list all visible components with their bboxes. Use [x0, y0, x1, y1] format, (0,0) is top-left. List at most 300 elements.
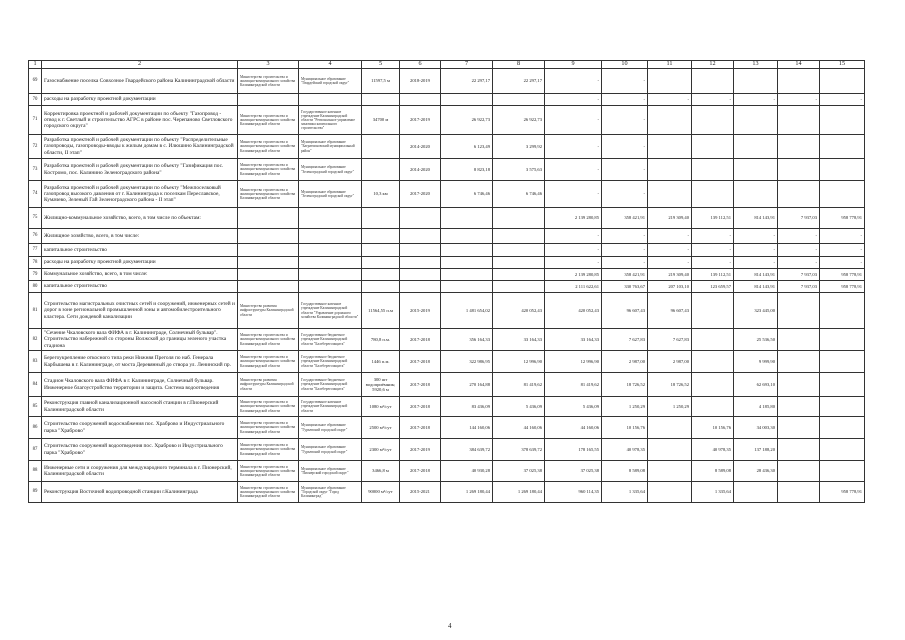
col-14-value	[778, 293, 820, 329]
row-number: 85	[29, 397, 42, 417]
col-13-value: 34 003,30	[734, 417, 778, 439]
col-7-value: 6 746,46	[441, 181, 493, 208]
col-15-value	[820, 181, 865, 208]
col-13-value	[734, 159, 778, 181]
col-12-value: 8 589,08	[692, 461, 734, 482]
col-10-value: 7 627,83	[602, 329, 648, 351]
col-7-value: 40 930,28	[441, 461, 493, 482]
col-8-value: 3 299,92	[493, 135, 545, 159]
col-8-value: 26 922,73	[493, 106, 545, 135]
table-row	[29, 159, 865, 181]
col-10-value: -	[602, 257, 648, 269]
col-11-value	[648, 69, 692, 94]
col-9-value: -	[545, 244, 602, 257]
row-number: 73	[29, 159, 42, 181]
object-name: Разработка проектной и рабочей документации по объекту "Межпоселковый газопровод высокого давления от г. Калининграда к поселкам Переславское, Кумачево, Зеленый Гай Зеленоградского района - II этап"	[42, 181, 238, 208]
table-row	[29, 269, 865, 281]
col-9-value: 37 025,38	[545, 461, 602, 482]
column-number-9: 9	[545, 61, 602, 69]
col-14-value: -	[778, 244, 820, 257]
row-number: 82	[29, 329, 42, 351]
row-number: 75	[29, 208, 42, 229]
column-number-12: 12	[692, 61, 734, 69]
col-8-value	[493, 257, 545, 269]
column-number-4: 4	[299, 61, 362, 69]
col-14-value: -	[778, 94, 820, 106]
col-8-value	[493, 244, 545, 257]
col-14-value	[778, 397, 820, 417]
col-7-value: 384 639,72	[441, 439, 493, 461]
col-15-value: 958 778,91	[820, 482, 865, 503]
period: 2017-2019	[400, 439, 441, 461]
column-number-13: 13	[734, 61, 778, 69]
col-11-value	[648, 439, 692, 461]
column-number-5: 5	[362, 61, 400, 69]
col-14-value: -	[778, 257, 820, 269]
column-number-header	[29, 61, 865, 69]
col-14-value	[778, 351, 820, 373]
capacity	[362, 208, 400, 229]
table-row	[29, 181, 865, 208]
column-number-3: 3	[238, 61, 299, 69]
col-7-value	[441, 281, 493, 293]
capacity: 3466,8 м	[362, 461, 400, 482]
executor: Министерство строительства и жилищно-коммунального хозяйства Калининградской области	[238, 461, 299, 482]
period: 2018-2019	[400, 69, 441, 94]
col-10-value: 358 421,91	[602, 269, 648, 281]
col-8-value	[493, 269, 545, 281]
customer: Государственное казенное учреждение Калининградской области	[299, 397, 362, 417]
column-number-14: 14	[778, 61, 820, 69]
capacity: 1080 м³/сут	[362, 397, 400, 417]
col-15-value	[820, 417, 865, 439]
row-number: 72	[29, 135, 42, 159]
executor: Министерство строительства и жилищно-коммунального хозяйства Калининградской области	[238, 397, 299, 417]
executor: Министерство строительства и жилищно-коммунального хозяйства Калининградской области	[238, 181, 299, 208]
col-14-value	[778, 329, 820, 351]
col-10-value: 18 726,52	[602, 373, 648, 397]
capacity: 1446 п.м.	[362, 351, 400, 373]
customer: Муниципальное образование "Городской округ "Город Калининград"	[299, 482, 362, 503]
executor: Министерство строительства и жилищно-коммунального хозяйства Калининградской области	[238, 482, 299, 503]
col-11-value: 219 309,40	[648, 269, 692, 281]
col-12-value: -	[692, 94, 734, 106]
column-number-2: 2	[42, 61, 238, 69]
investment-table	[28, 60, 865, 503]
executor: Министерство развития инфраструктуры Калининградской области	[238, 373, 299, 397]
period: 2017-2018	[400, 461, 441, 482]
col-11-value	[648, 482, 692, 503]
col-14-value	[778, 181, 820, 208]
col-15-value: 958 778,91	[820, 208, 865, 229]
col-13-value: -	[734, 229, 778, 244]
col-9-value: 2 111 622,61	[545, 281, 602, 293]
col-11-value: 207 103,10	[648, 281, 692, 293]
row-number: 74	[29, 181, 42, 208]
column-number-8: 8	[493, 61, 545, 69]
col-15-value: 958 778,91	[820, 269, 865, 281]
col-10-value: 8 589,08	[602, 461, 648, 482]
col-8-value	[493, 229, 545, 244]
col-12-value	[692, 329, 734, 351]
column-number-7: 7	[441, 61, 493, 69]
object-name: капитальное строительство	[42, 281, 238, 293]
col-7-value	[441, 244, 493, 257]
table-row	[29, 208, 865, 229]
executor: Министерство строительства и жилищно-коммунального хозяйства Калининградской области	[238, 159, 299, 181]
col-10-value: 1 335,64	[602, 482, 648, 503]
customer: Муниципальное образование "Зеленоградский городской округ"	[299, 181, 362, 208]
object-name: Инженерные сети и сооружения для международного терминала в г. Пионерский, Калининградской области	[42, 461, 238, 482]
col-10-value: 40 978,35	[602, 439, 648, 461]
period	[400, 269, 441, 281]
col-15-value	[820, 69, 865, 94]
capacity	[362, 281, 400, 293]
col-14-value	[778, 482, 820, 503]
table-row	[29, 94, 865, 106]
col-14-value	[778, 373, 820, 397]
table-row	[29, 229, 865, 244]
period: 2014-2020	[400, 159, 441, 181]
customer: Муниципальное образование "Пионерский городской округ"	[299, 461, 362, 482]
col-11-value: -	[648, 94, 692, 106]
capacity	[362, 269, 400, 281]
object-name: расходы на разработку проектной документации	[42, 94, 238, 106]
object-name: Строительство магистральных очистных сетей и сооружений, инженерных сетей и дорог в зоне региональной промышленной зоны и автомобилестроительного кластера. Сети дождевой канализации	[42, 293, 238, 329]
col-15-value: -	[820, 257, 865, 269]
table-row	[29, 135, 865, 159]
column-number-11: 11	[648, 61, 692, 69]
row-number: 69	[29, 69, 42, 94]
col-10-value: -	[602, 69, 648, 94]
row-number: 71	[29, 106, 42, 135]
column-number-1: 1	[29, 61, 42, 69]
col-7-value: 6 123,49	[441, 135, 493, 159]
col-14-value	[778, 439, 820, 461]
col-8-value: 22 297,17	[493, 69, 545, 94]
period: 2017-2018	[400, 397, 441, 417]
col-11-value: 7 627,83	[648, 329, 692, 351]
col-7-value	[441, 269, 493, 281]
table-row	[29, 69, 865, 94]
col-13-value	[734, 482, 778, 503]
object-name: расходы на разработку проектной документации	[42, 257, 238, 269]
col-14-value	[778, 69, 820, 94]
col-10-value: -	[602, 229, 648, 244]
col-9-value: -	[545, 181, 602, 208]
col-7-value: 144 160,06	[441, 417, 493, 439]
capacity	[362, 244, 400, 257]
col-8-value: 420 052,43	[493, 293, 545, 329]
col-15-value	[820, 439, 865, 461]
page-number: 4	[448, 622, 452, 630]
capacity: 10,3 км	[362, 181, 400, 208]
period: 2017-2018	[400, 351, 441, 373]
col-9-value: -	[545, 135, 602, 159]
object-name: Коммунальное хозяйство, всего, в том числе:	[42, 269, 238, 281]
col-12-value	[692, 135, 734, 159]
col-11-value: -	[648, 244, 692, 257]
col-12-value	[692, 106, 734, 135]
col-12-value: -	[692, 257, 734, 269]
period: 2015-2021	[400, 482, 441, 503]
customer: Муниципальное образование "Зеленоградский городской округ"	[299, 159, 362, 181]
col-7-value	[441, 229, 493, 244]
col-12-value	[692, 69, 734, 94]
col-7-value	[441, 94, 493, 106]
col-10-value: 330 763,67	[602, 281, 648, 293]
col-7-value	[441, 208, 493, 229]
col-11-value	[648, 135, 692, 159]
col-15-value	[820, 106, 865, 135]
object-name: Строительство сооружений водоотведения пос. Храброво и Индустриального парка "Храброво"	[42, 439, 238, 461]
customer: Муниципальное образование "Гвардейский городской округ"	[299, 69, 362, 94]
period	[400, 208, 441, 229]
col-15-value	[820, 135, 865, 159]
executor: Министерство строительства и жилищно-коммунального хозяйства Калининградской области	[238, 417, 299, 439]
row-number: 87	[29, 439, 42, 461]
col-9-value: 81 419,62	[545, 373, 602, 397]
col-12-value: 10 156,76	[692, 417, 734, 439]
col-12-value: 139 112,51	[692, 269, 734, 281]
col-15-value: 958 778,91	[820, 281, 865, 293]
col-11-value: -	[648, 257, 692, 269]
col-13-value	[734, 106, 778, 135]
customer: Государственное казенное учреждение Калининградской области "Региональное управление заказчика капитального строительства"	[299, 106, 362, 135]
col-7-value: 1 269 180,44	[441, 482, 493, 503]
col-14-value	[778, 461, 820, 482]
col-10-value: -	[602, 159, 648, 181]
col-12-value	[692, 181, 734, 208]
col-11-value	[648, 417, 692, 439]
row-number: 81	[29, 293, 42, 329]
col-9-value: -	[545, 94, 602, 106]
col-7-value: 322 986,95	[441, 351, 493, 373]
col-9-value: -	[545, 257, 602, 269]
executor	[238, 281, 299, 293]
column-number-6: 6	[400, 61, 441, 69]
col-15-value	[820, 397, 865, 417]
row-number: 76	[29, 229, 42, 244]
row-number: 77	[29, 244, 42, 257]
col-11-value: 219 309,40	[648, 208, 692, 229]
col-11-value: 18 726,52	[648, 373, 692, 397]
col-8-value: 44 160,06	[493, 417, 545, 439]
col-7-value: 8 823,18	[441, 159, 493, 181]
object-name: Реконструкция главной канализационной насосной станции в г.Пионерский Калининградской области	[42, 397, 238, 417]
col-15-value	[820, 329, 865, 351]
column-number-15: 15	[820, 61, 865, 69]
col-10-value: 96 607,43	[602, 293, 648, 329]
col-11-value	[648, 106, 692, 135]
col-13-value: 814 143,91	[734, 281, 778, 293]
customer	[299, 269, 362, 281]
period: 2017-2018	[400, 373, 441, 397]
col-8-value: 378 639,72	[493, 439, 545, 461]
col-13-value: 62 693,10	[734, 373, 778, 397]
col-15-value: -	[820, 229, 865, 244]
column-number-10: 10	[602, 61, 648, 69]
capacity	[362, 135, 400, 159]
col-7-value: 1 481 654,02	[441, 293, 493, 329]
col-7-value	[441, 257, 493, 269]
col-15-value: -	[820, 94, 865, 106]
col-9-value: -	[545, 69, 602, 94]
object-name: Газоснабжение поселка Совхозное Гвардейского района Калининградской области	[42, 69, 238, 94]
table-row	[29, 439, 865, 461]
period: 2014-2020	[400, 135, 441, 159]
customer: Муниципальное образование "Гурьевский городской округ"	[299, 417, 362, 439]
customer: Государственное бюджетное учреждение Калининградской области "Балтберегозащита"	[299, 373, 362, 397]
col-14-value: 7 937,03	[778, 269, 820, 281]
col-14-value: 7 937,03	[778, 281, 820, 293]
col-10-value: -	[602, 181, 648, 208]
col-11-value	[648, 159, 692, 181]
col-7-value: 26 922,73	[441, 106, 493, 135]
col-12-value: 40 978,35	[692, 439, 734, 461]
period: 2017-2019	[400, 106, 441, 135]
col-13-value: 814 143,91	[734, 269, 778, 281]
col-9-value: 5 436,09	[545, 397, 602, 417]
col-11-value: 1 250,29	[648, 397, 692, 417]
object-name: Жилищное хозяйство, всего, в том числе:	[42, 229, 238, 244]
col-7-value: 356 164,33	[441, 329, 493, 351]
customer: Государственное бюджетное учреждение Калининградской области "Балтберегозащита"	[299, 329, 362, 351]
col-11-value	[648, 461, 692, 482]
col-10-value: -	[602, 94, 648, 106]
col-10-value: 358 421,91	[602, 208, 648, 229]
col-13-value	[734, 181, 778, 208]
customer: Государственное казенное учреждение Калининградской области "Управление дорожного хозяйства Калининградской области"	[299, 293, 362, 329]
table-row	[29, 106, 865, 135]
col-8-value	[493, 94, 545, 106]
executor	[238, 244, 299, 257]
capacity	[362, 94, 400, 106]
object-name: Разработка проектной и рабочей документации по объекту "Газификация пос. Костромо, пос. Калинино Зеленоградского района"	[42, 159, 238, 181]
row-number: 84	[29, 373, 42, 397]
col-8-value: 12 996,90	[493, 351, 545, 373]
col-13-value: -	[734, 244, 778, 257]
row-number: 86	[29, 417, 42, 439]
col-12-value	[692, 351, 734, 373]
col-9-value: -	[545, 159, 602, 181]
col-9-value: 178 165,55	[545, 439, 602, 461]
table-row	[29, 482, 865, 503]
col-12-value	[692, 293, 734, 329]
col-15-value: -	[820, 244, 865, 257]
object-name: капитальное строительство	[42, 244, 238, 257]
customer	[299, 244, 362, 257]
object-name: Строительство сооружений водоснабжения пос. Храброво и Индустриального парка "Храброво"	[42, 417, 238, 439]
customer	[299, 229, 362, 244]
executor	[238, 229, 299, 244]
col-12-value: -	[692, 229, 734, 244]
col-11-value: 2 987,00	[648, 351, 692, 373]
table-row	[29, 281, 865, 293]
capacity: 11564,55 п.м	[362, 293, 400, 329]
col-12-value: 123 659,57	[692, 281, 734, 293]
table-row	[29, 373, 865, 397]
row-number: 70	[29, 94, 42, 106]
col-13-value: 28 436,30	[734, 461, 778, 482]
object-name: Корректировка проектной и рабочей документации по объекту "Газопровод - отвод к г. Светлый и строительство АГРС в районе пос. Черепаново Светловского городского округа"	[42, 106, 238, 135]
capacity: 300 шт водоприёмник; 5920,6 м	[362, 373, 400, 397]
col-14-value	[778, 417, 820, 439]
col-8-value: 6 746,46	[493, 181, 545, 208]
col-13-value: 323 445,00	[734, 293, 778, 329]
col-8-value: 1 269 180,44	[493, 482, 545, 503]
col-14-value	[778, 106, 820, 135]
executor: Министерство строительства и жилищно-коммунального хозяйства Калининградской области	[238, 69, 299, 94]
col-11-value: 96 607,43	[648, 293, 692, 329]
col-15-value	[820, 293, 865, 329]
executor: Министерство строительства и жилищно-коммунального хозяйства Калининградской области	[238, 135, 299, 159]
object-name: Берегоукрепление откосного типа реки Нижняя Преголя по наб. Генерала Карбышева в г. Калининграде, от моста Деревянный до створа ул. Ленинский пр.	[42, 351, 238, 373]
col-8-value: 3 575,63	[493, 159, 545, 181]
executor: Министерство строительства и жилищно-коммунального хозяйства Калининградской области	[238, 351, 299, 373]
customer	[299, 281, 362, 293]
col-10-value: 1 250,29	[602, 397, 648, 417]
executor	[238, 208, 299, 229]
col-14-value	[778, 135, 820, 159]
col-13-value	[734, 135, 778, 159]
col-8-value: 33 164,33	[493, 329, 545, 351]
col-9-value: 2 139 280,85	[545, 208, 602, 229]
col-12-value: -	[692, 244, 734, 257]
col-9-value: 420 052,43	[545, 293, 602, 329]
customer: Муниципальное образование "Багратионовский муниципальный район"	[299, 135, 362, 159]
col-9-value: 960 114,35	[545, 482, 602, 503]
table-row	[29, 397, 865, 417]
col-10-value: -	[602, 106, 648, 135]
capacity: 2300 м³/сут	[362, 439, 400, 461]
period	[400, 229, 441, 244]
col-12-value	[692, 373, 734, 397]
capacity	[362, 229, 400, 244]
col-9-value: -	[545, 229, 602, 244]
object-name: Разработка проектной и рабочей документации по объекту "Распределительные газопроводы, газопроводы-вводы к жилым домам в с. Илюшино Калининградской области, II этап"	[42, 135, 238, 159]
executor: Министерство развития инфраструктуры Калининградской области	[238, 293, 299, 329]
col-11-value: -	[648, 229, 692, 244]
period	[400, 281, 441, 293]
period: 2017-2018	[400, 329, 441, 351]
table-row	[29, 351, 865, 373]
period: 2015-2019	[400, 293, 441, 329]
table-row	[29, 293, 865, 329]
customer	[299, 208, 362, 229]
col-12-value	[692, 159, 734, 181]
period: 2017-2018	[400, 417, 441, 439]
row-number: 80	[29, 281, 42, 293]
col-12-value: 1 335,64	[692, 482, 734, 503]
capacity: 11597,5 м	[362, 69, 400, 94]
col-13-value: 25 536,50	[734, 329, 778, 351]
row-number: 88	[29, 461, 42, 482]
col-12-value: 139 112,51	[692, 208, 734, 229]
executor	[238, 269, 299, 281]
col-8-value	[493, 208, 545, 229]
col-15-value	[820, 351, 865, 373]
executor	[238, 257, 299, 269]
col-13-value: -	[734, 257, 778, 269]
col-15-value	[820, 159, 865, 181]
col-10-value: -	[602, 244, 648, 257]
period	[400, 257, 441, 269]
capacity	[362, 159, 400, 181]
period	[400, 94, 441, 106]
col-12-value	[692, 397, 734, 417]
col-7-value: 270 164,88	[441, 373, 493, 397]
